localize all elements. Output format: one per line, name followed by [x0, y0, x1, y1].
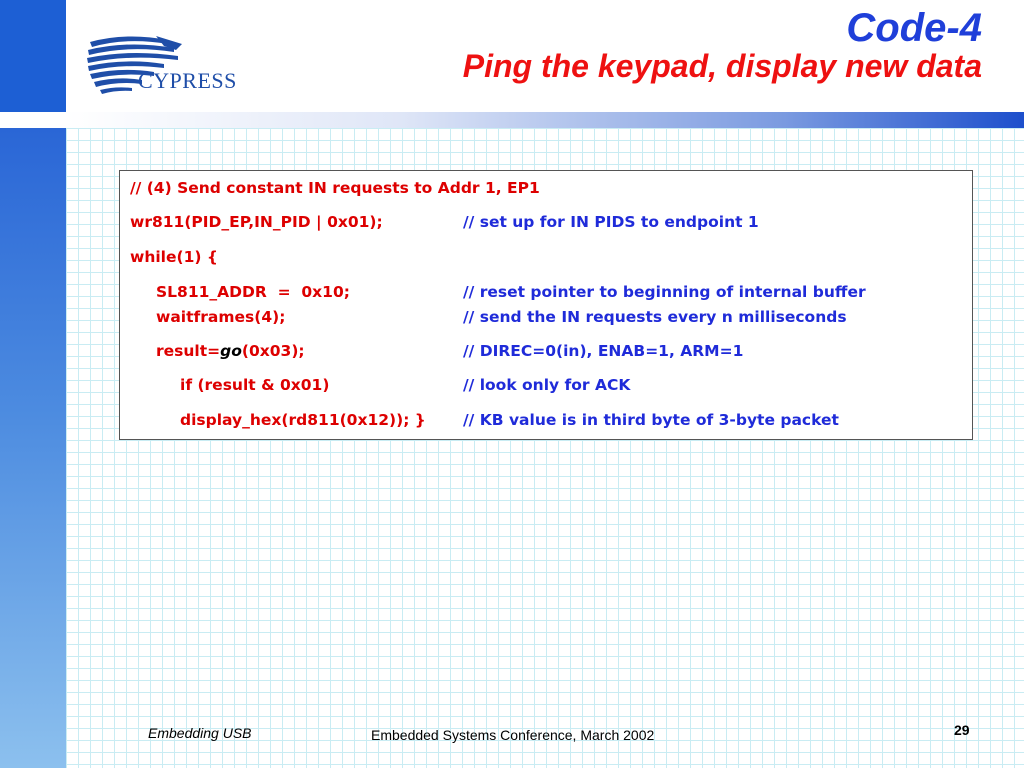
- code-block: [119, 170, 973, 440]
- code-line-6: [156, 342, 305, 360]
- code-line-1: // (4) Send constant IN requests to Addr 1, EP1: [130, 179, 540, 197]
- code-line-3: while(1) {: [130, 248, 218, 266]
- slide-title: [463, 8, 982, 82]
- left-bar-bottom: [0, 128, 66, 768]
- left-bar-top: [0, 0, 66, 112]
- logo-wordmark: CYPRESS: [138, 68, 237, 93]
- title-main: Code-4: [846, 6, 982, 50]
- code-line-5: waitframes(4);: [156, 308, 286, 326]
- page-number: 29: [954, 722, 970, 738]
- code-line-6-c: (0x03);: [241, 342, 305, 360]
- code-comment-4: // reset pointer to beginning of internal buffer: [463, 283, 866, 301]
- code-comment-5: // send the IN requests every n milliseconds: [463, 308, 847, 326]
- title-subtitle: Ping the keypad, display new data: [462, 48, 982, 84]
- code-comment-2: // set up for IN PIDS to endpoint 1: [463, 213, 759, 231]
- header-stripe: [66, 112, 1024, 128]
- code-line-6-go: go: [220, 342, 242, 360]
- code-line-2: wr811(PID_EP,IN_PID | 0x01);: [130, 213, 383, 231]
- code-comment-7: // look only for ACK: [463, 376, 631, 394]
- footer-left: Embedding USB: [148, 725, 252, 741]
- code-line-4: SL811_ADDR = 0x10;: [156, 283, 350, 301]
- code-comment-8: // KB value is in third byte of 3-byte packet: [463, 411, 839, 429]
- code-line-6-a: result=: [156, 342, 221, 360]
- left-stripe: [0, 112, 66, 128]
- footer-center: Embedded Systems Conference, March 2002: [371, 727, 655, 743]
- code-comment-6: // DIREC=0(in), ENAB=1, ARM=1: [463, 342, 744, 360]
- code-line-7: if (result & 0x01): [180, 376, 330, 394]
- code-line-8: display_hex(rd811(0x12)); }: [180, 411, 426, 429]
